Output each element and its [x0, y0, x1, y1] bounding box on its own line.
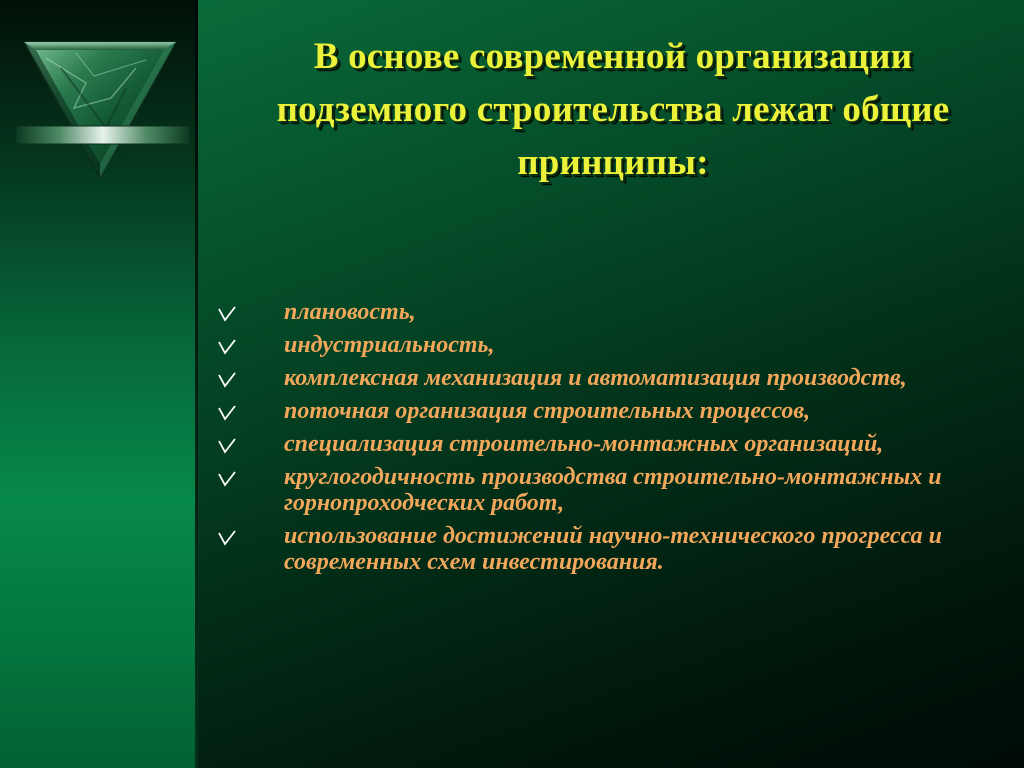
checkmark-icon — [218, 530, 236, 546]
list-item — [216, 398, 1006, 424]
checkmark-icon — [218, 471, 236, 487]
list-item — [216, 365, 1006, 391]
list-item-text: поточная организация строительных процессов, — [284, 398, 811, 424]
list-item-text: плановость, — [284, 299, 416, 325]
list-item-text: использование достижений научно-технического прогресса и современных схем инвестирования. — [284, 523, 942, 575]
checkmark-icon — [218, 405, 236, 421]
list-item — [216, 332, 1006, 358]
list-item — [216, 523, 1006, 575]
principles-list — [216, 299, 1006, 582]
checkmark-icon — [218, 306, 236, 322]
checkmark-icon — [218, 438, 236, 454]
slide-title: В основе современной организации подземного строительства лежат общие принципы: — [276, 36, 950, 183]
list-item-text: комплексная механизация и автоматизация производств, — [284, 365, 907, 391]
checkmark-icon — [218, 372, 236, 388]
list-item — [216, 464, 1006, 516]
list-item-text: специализация строительно-монтажных организаций, — [284, 431, 884, 457]
list-item-text: индустриальность, — [284, 332, 495, 358]
list-item-text: круглогодичность производства строительно-монтажных и горнопроходческих работ, — [284, 464, 942, 516]
checkmark-icon — [218, 339, 236, 355]
list-item — [216, 431, 1006, 457]
list-item — [216, 299, 1006, 325]
green-marble-triangle-icon — [16, 38, 190, 182]
